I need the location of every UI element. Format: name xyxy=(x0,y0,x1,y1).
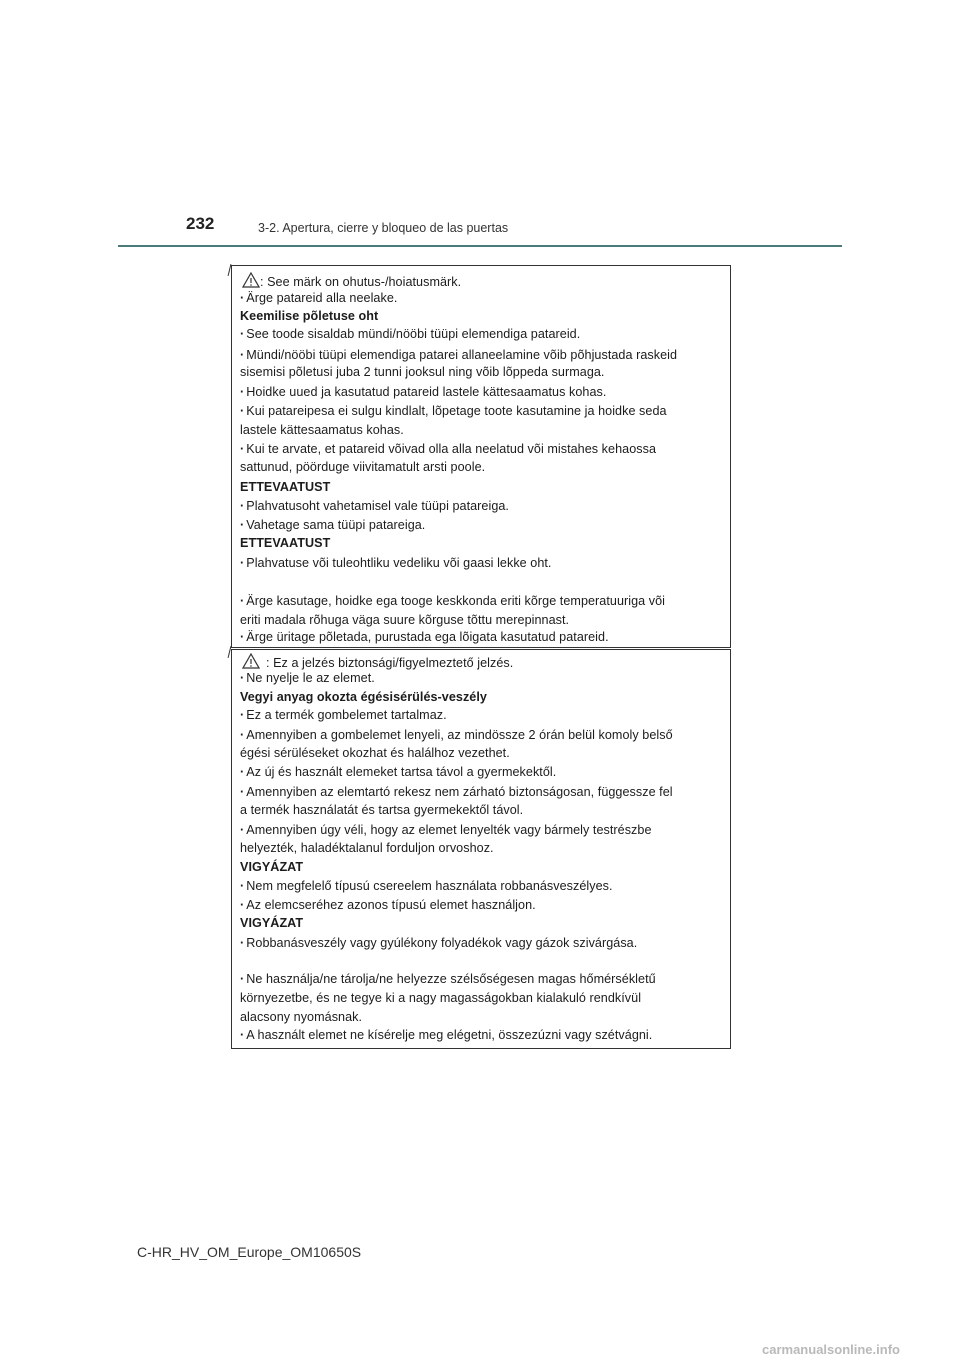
label-line: a termék használatát és tartsa gyermekektől távol. xyxy=(240,803,524,817)
label-line: eriti madala rõhuga väga suure kõrguse tõttu merepinnast. xyxy=(240,613,570,627)
label-line: : See märk on ohutus-/hoiatusmärk. xyxy=(242,272,461,289)
label-line: · Vahetage sama tüüpi patareiga. xyxy=(240,518,425,532)
label-line: · Kui patareipesa ei sulgu kindlalt, lõpetage toote kasutamine ja hoidke seda xyxy=(240,404,667,418)
label-line: · Ne használja/ne tárolja/ne helyezze szélsőségesen magas hőmérsékletű xyxy=(240,972,656,986)
label-line: · Ärge üritage põletada, purustada ega lõigata kasutatud patareid. xyxy=(240,630,609,644)
watermark: carmanualsonline.info xyxy=(762,1342,900,1357)
label-line: sisemisi põletusi juba 2 tunni jooksul ning võib lõppeda surmaga. xyxy=(240,365,605,379)
label-line: · See toode sisaldab mündi/nööbi tüüpi elemendiga patareid. xyxy=(240,327,580,341)
label-heading: ETTEVAATUST xyxy=(240,536,331,550)
label-line: · Nem megfelelő típusú csereelem használata robbanásveszélyes. xyxy=(240,879,613,893)
label-line: · Ärge kasutage, hoidke ega tooge keskkonda eriti kõrge temperatuuriga või xyxy=(240,594,665,608)
label-line: · Plahvatusoht vahetamisel vale tüüpi patareiga. xyxy=(240,499,509,513)
label-line: · A használt elemet ne kísérelje meg elégetni, összezúzni vagy szétvágni. xyxy=(240,1028,652,1042)
label-line: · Kui te arvate, et patareid võivad olla alla neelatud või mistahes kehaossa xyxy=(240,442,656,456)
header-divider xyxy=(118,245,842,247)
label-heading: VIGYÁZAT xyxy=(240,916,304,930)
label-line: · Ez a termék gombelemet tartalmaz. xyxy=(240,708,447,722)
label-line: alacsony nyomásnak. xyxy=(240,1010,363,1024)
label-line: · Hoidke uued ja kasutatud patareid lastele kättesaamatus kohas. xyxy=(240,385,606,399)
page-number: 232 xyxy=(186,214,215,233)
label-line: helyezték, haladéktalanul forduljon orvoshoz. xyxy=(240,841,494,855)
label-line: · Amennyiben a gombelemet lenyeli, az mindössze 2 órán belül komoly belső xyxy=(240,728,673,742)
document-code: C-HR_HV_OM_Europe_OM10650S xyxy=(137,1244,362,1260)
warning-label-hungarian xyxy=(231,649,731,1049)
warning-triangle-icon xyxy=(242,653,260,669)
label-line: · Amennyiben úgy véli, hogy az elemet lenyelték vagy bármely testrészbe xyxy=(240,823,652,837)
label-heading: Vegyi anyag okozta égésisérülés-veszély xyxy=(240,690,487,704)
label-line: · Ärge patareid alla neelake. xyxy=(240,291,397,305)
section-title: 3-2. Apertura, cierre y bloqueo de las puertas xyxy=(258,221,509,235)
label-line: : Ez a jelzés biztonsági/figyelmeztető jelzés. xyxy=(242,653,513,670)
label-line: · Az elemcseréhez azonos típusú elemet használjon. xyxy=(240,898,536,912)
label-line: sattunud, pöörduge viivitamatult arsti poole. xyxy=(240,460,486,474)
label-heading: Keemilise põletuse oht xyxy=(240,309,379,323)
label-line: · Ne nyelje le az elemet. xyxy=(240,671,375,685)
label-line: környezetbe, és ne tegye ki a nagy magasságokban kialakuló rendkívül xyxy=(240,991,642,1005)
label-line: · Mündi/nööbi tüüpi elemendiga patarei allaneelamine võib põhjustada raskeid xyxy=(240,348,677,362)
label-line: égési sérüléseket okozhat és halálhoz vezethet. xyxy=(240,746,510,760)
warning-triangle-icon xyxy=(242,272,260,288)
label-line: · Plahvatuse või tuleohtliku vedeliku või gaasi lekke oht. xyxy=(240,556,551,570)
warning-label-estonian xyxy=(231,265,731,648)
label-heading: ETTEVAATUST xyxy=(240,480,331,494)
label-line: · Robbanásveszély vagy gyúlékony folyadékok vagy gázok szivárgása. xyxy=(240,936,637,950)
label-heading: VIGYÁZAT xyxy=(240,860,304,874)
label-line: · Amennyiben az elemtartó rekesz nem zárható biztonságosan, függessze fel xyxy=(240,785,673,799)
label-line: · Az új és használt elemeket tartsa távol a gyermekektől. xyxy=(240,765,556,779)
label-line: lastele kättesaamatus kohas. xyxy=(240,423,404,437)
